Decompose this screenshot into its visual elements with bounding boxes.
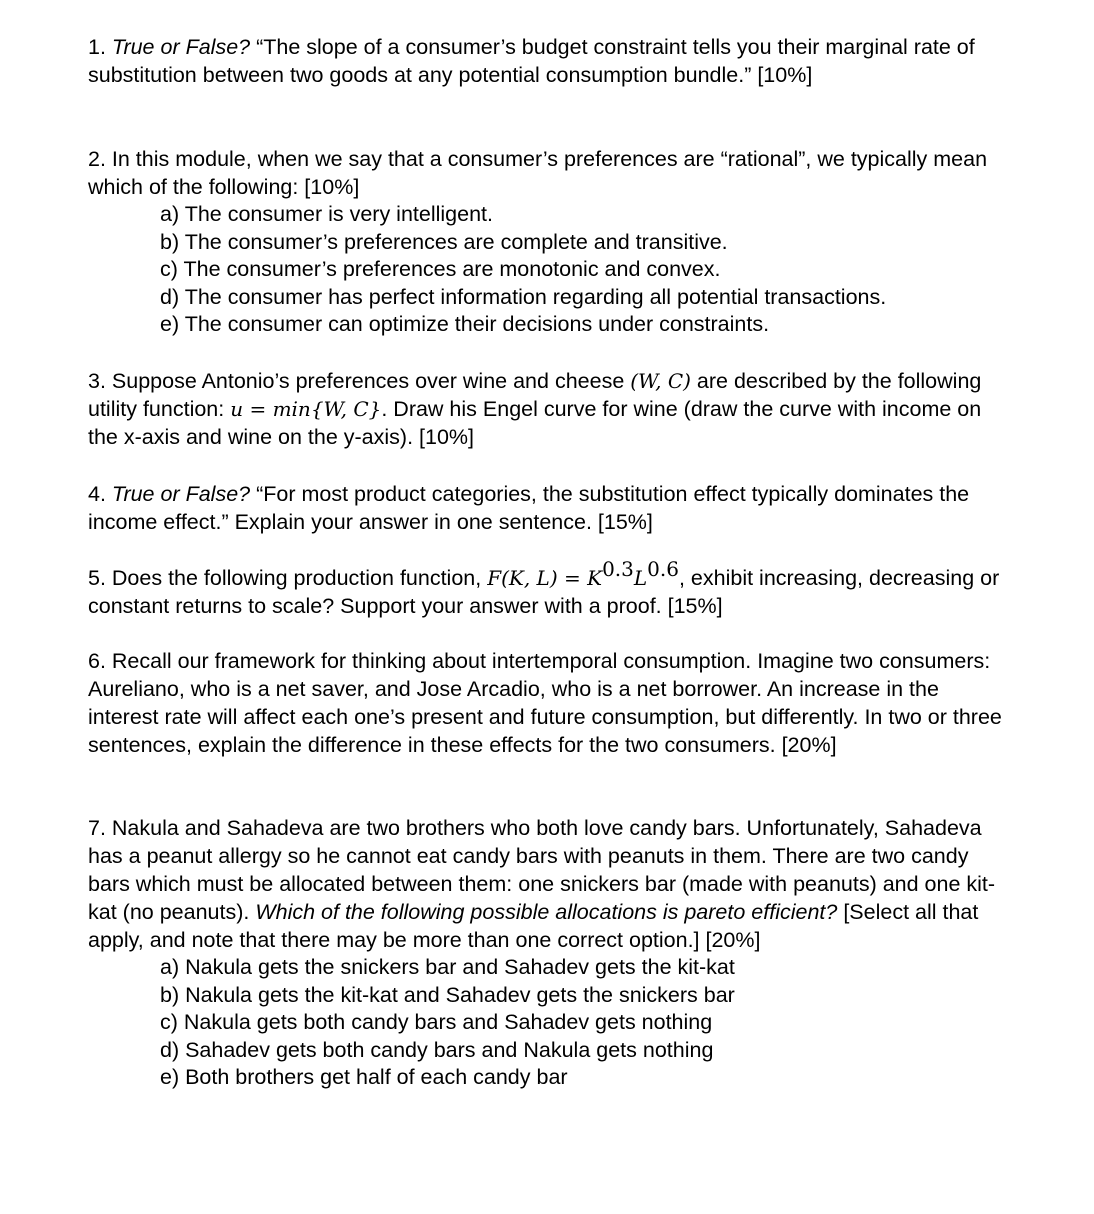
question-1-text — [88, 33, 1008, 89]
question-7-option-d: d) Sahadev gets both candy bars and Nakula gets nothing — [160, 1037, 714, 1062]
question-4-body: “For most product categories, the substitution effect typically dominates the income effect.” Explain your answer in one sentence. [15%] — [88, 482, 970, 534]
question-6-text: 6. Recall our framework for thinking about intertemporal consumption. Imagine two consumers: Aureliano, who is a net saver, and Jose Arcadio, who is a net borrower. An increase in the interest rate will affect each one’s present and future consumption, but differently. In two or three sentences, explain the difference in these effects for the two consumers. [20%] — [88, 649, 1002, 757]
question-2 — [88, 145, 1008, 339]
question-1-label: True or False? — [111, 35, 251, 59]
question-1-number: 1. — [88, 35, 112, 59]
question-7-part-2: [Select all that apply, and note that there may be more than one correct option.] [20%] — [88, 900, 979, 952]
question-5-math-l: L — [633, 566, 648, 590]
question-4-number: 4. — [88, 482, 112, 506]
question-6 — [88, 647, 1008, 759]
question-5-math-args: (K, L) = — [501, 566, 588, 590]
question-5-part-2: , exhibit increasing, decreasing or constant returns to scale? Support your answer with a proof. [15%] — [88, 566, 1000, 618]
question-7-option-b: b) Nakula gets the kit-kat and Sahadev gets the snickers bar — [160, 982, 735, 1007]
question-3-text — [88, 367, 1008, 451]
question-3-part-3: . Draw his Engel curve for wine (draw the curve with income on the x-axis and wine on the y-axis). [10%] — [88, 397, 982, 449]
question-2-option-c: c) The consumer’s preferences are monotonic and convex. — [160, 257, 721, 281]
question-3-math-goods: (W, C) — [630, 369, 691, 393]
question-2-option-d: d) The consumer has perfect information regarding all potential transactions. — [160, 284, 887, 309]
question-1 — [88, 33, 1008, 89]
question-2-option-b: b) The consumer’s preferences are complete and transitive. — [160, 229, 728, 254]
question-5-math-k: K — [587, 566, 603, 590]
question-5-part-1: 5. Does the following production function, — [88, 566, 488, 590]
question-2-option-e: e) The consumer can optimize their decisions under constraints. — [160, 312, 770, 336]
question-7-italic-prompt: Which of the following possible allocations is pareto efficient? — [255, 900, 838, 924]
question-5 — [88, 557, 1008, 620]
question-3-part-1: 3. Suppose Antonio’s preferences over wine and cheese — [88, 369, 631, 393]
question-4-text — [88, 480, 1008, 536]
question-7-option-a: a) Nakula gets the snickers bar and Sahadev gets the kit-kat — [160, 955, 735, 979]
question-3 — [88, 367, 1008, 451]
question-5-math-fn: F — [487, 566, 502, 590]
question-2-options — [88, 201, 1008, 339]
question-3-part-2: are described by the following utility function: — [88, 369, 982, 421]
question-7-part-1: 7. Nakula and Sahadeva are two brothers who both love candy bars. Unfortunately, Sahadeva has a peanut allergy so he cannot eat candy bars with peanuts in them. There are two candy bars which must be allocated between them: one snickers bar (made with peanuts) and one kit-kat (no peanuts). — [88, 816, 996, 924]
question-4 — [88, 480, 1008, 536]
question-5-text — [88, 557, 1008, 620]
question-1-body: “The slope of a consumer’s budget constraint tells you their marginal rate of substitution between two goods at any potential consumption bundle.” [10%] — [88, 35, 975, 87]
question-5-exp-l: 0.6 — [647, 557, 679, 581]
question-7-option-e: e) Both brothers get half of each candy bar — [160, 1065, 568, 1089]
question-7 — [88, 814, 1008, 1092]
question-7-text — [88, 814, 1008, 954]
question-3-math-utility: u = min{W, C} — [230, 397, 382, 421]
question-5-exp-k: 0.3 — [602, 557, 634, 581]
question-7-option-c: c) Nakula gets both candy bars and Sahadev gets nothing — [160, 1010, 713, 1034]
question-4-label: True or False? — [111, 482, 251, 506]
question-2-text: 2. In this module, when we say that a consumer’s preferences are “rational”, we typically mean which of the following: [10%] — [88, 147, 988, 199]
question-7-options — [88, 954, 1008, 1092]
question-2-option-a: a) The consumer is very intelligent. — [160, 202, 493, 226]
